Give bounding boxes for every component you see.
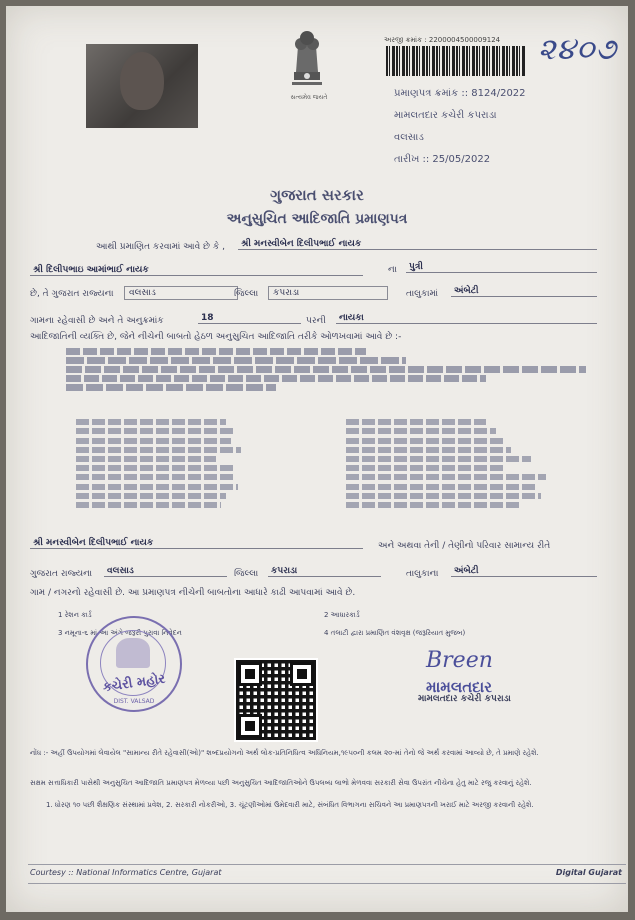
- note-definition: નોંધ :- અહીં ઉપયોગમાં લેવાયેલ "સામાન્ય રીતે રહેવાસી(ઓ)" શબ્દપ્રયોગનો અર્થ લોક-પ્રતિનિધિત્વ અધિનિયમ,૧૯૫૦ની કલમ ૨૦-માં તેનો જે અર્થ કરવામાં આવ્યો છે, તે પ્રમાણે રહેશે.: [30, 749, 539, 757]
- taluka-label-2: તાલુકાના: [406, 569, 439, 579]
- basis-form-6: 3 નમૂના-૬ માં આ અંગે જરૂરી પુરાવા નિવેદન: [58, 629, 182, 637]
- handwritten-number: ૨૪૦૭: [538, 32, 618, 67]
- officer-designation: મામલતદાર કચેરી કપરાડા: [418, 694, 511, 704]
- government-title: ગુજરાત સરકાર: [270, 186, 364, 204]
- village-value-2: અંબેટી: [451, 566, 597, 577]
- taluka-value: કપરાડા: [268, 286, 388, 300]
- office-seal-stamp: કચેરી મહોર DIST. VALSAD: [86, 616, 182, 712]
- footer-courtesy: Courtesy :: National Informatics Centre, Gujarat: [30, 868, 222, 877]
- tribe-value: નાયકા: [336, 313, 597, 324]
- village-value: અંબેટી: [451, 286, 597, 297]
- office-place: વલસાડ: [394, 132, 424, 143]
- national-emblem-icon: [284, 24, 330, 94]
- state-text: છે, તે ગુજરાત રાજ્યના: [30, 289, 114, 299]
- footer-bar: [28, 864, 626, 884]
- orders-fineprint: [66, 346, 586, 393]
- application-number: અરજી ક્રમાંક : 2200004500009124: [384, 36, 501, 44]
- residence-text: ગામ / નગરનો રહેવાસી છે. આ પ્રમાણપત્ર નીચેની બાબતોના આધારે કાઢી આપવામાં આવે છે.: [30, 588, 356, 598]
- tribe-label: પરની: [306, 316, 326, 326]
- district-value: વલસાડ: [124, 286, 238, 300]
- barcode: [386, 46, 526, 76]
- state-text-2: ગુજરાત રાજ્યના: [30, 569, 93, 579]
- issuing-office: મામલતદાર કચેરી કપરાડા: [394, 110, 497, 121]
- certificate-title: અનુસુચિત આદિજાતિ પ્રમાણપત્ર: [226, 211, 408, 227]
- tribe-intro: આદિજાતિની વ્યક્તિ છે, જેને નીચેની બાબતો હેઠળ અનુસુચિત આદિજાતિ તરીકે ઓળખવામાં આવે છે :-: [30, 332, 402, 342]
- basis-ration-card: 1 રેશન કાર્ડ: [58, 611, 92, 619]
- orders-right-column: [346, 416, 566, 511]
- taluka-label: તાલુકામાં: [406, 289, 439, 299]
- certificate-page: [6, 6, 628, 912]
- note-purposes: 1. ધોરણ ૧૦ પછી શૈક્ષણિક સંસ્થામાં પ્રવેશ, 2. સરકારી નોકરીઓ, 3. ચૂંટણીઓમાં ઉમેદવારી માટે, સંબંધિત વિભાગના સચિવને આ પ્રમાણપત્રની ખરાઈ માટે અરજી કરવાની રહેશે.: [46, 801, 534, 809]
- emblem-motto: સત્યમેવ જયતે: [290, 94, 328, 101]
- relation-value: પુત્રી: [406, 262, 597, 273]
- basis-family-tree: 4 તલાટી દ્વારા પ્રમાણિત વંશવૃક્ષ (જરૂરિયાત મુજબ): [324, 629, 466, 637]
- taluka-value-2: કપરાડા: [268, 566, 381, 577]
- note-usage: સક્ષમ સત્તાધિકારી પાસેથી અનુસુચિત આદિજાતિ પ્રમાણપત્ર મેળવ્યા પછી અનુસુચિત આદિજાતિઓને ઉપલબ્ધ લાભો મેળવવા સરકારી સેવા ઉપરાંત નીચેના હેતુ માટે રજુ કરવાનું રહેશે.: [30, 779, 532, 787]
- district-value-2: વલસાડ: [104, 566, 227, 577]
- village-text: ગામના રહેવાસી છે અને તે અનુક્રમાંક: [30, 316, 164, 326]
- orders-left-column: [76, 416, 266, 511]
- person-name-repeat: શ્રી મનસ્વીબેન દિલીપભાઈ નાયક: [30, 538, 363, 549]
- footer-brand: Digital Gujarat: [555, 868, 622, 877]
- certify-text: આથી પ્રમાણિત કરવામાં આવે છે કે ,: [96, 242, 225, 252]
- serial-number: 18: [198, 313, 301, 324]
- applicant-photo: [86, 44, 198, 128]
- person-name: શ્રી મનસ્વીબેન દિલીપભાઈ નાયક: [238, 239, 597, 250]
- certificate-number: પ્રમાણપત્ર ક્રમાંક :: 8124/2022: [394, 88, 526, 99]
- qr-code: [234, 658, 318, 742]
- basis-aadhar-card: 2 આધારકાર્ડ: [324, 611, 360, 619]
- district-label-2: જિલ્લા: [234, 569, 259, 579]
- father-name: શ્રી દિલીપભાઇ આમાંભાઈ નાયક: [30, 265, 363, 276]
- relation-label: ના: [388, 265, 397, 275]
- issue-date: તારીખ :: 25/05/2022: [394, 154, 491, 165]
- district-label: જિલ્લા: [234, 289, 259, 299]
- officer-signature: Breen મામલતદાર: [426, 648, 493, 696]
- family-text: અને અથવા તેની / તેણીનો પરિવાર સામાન્ય રીતે: [378, 541, 551, 551]
